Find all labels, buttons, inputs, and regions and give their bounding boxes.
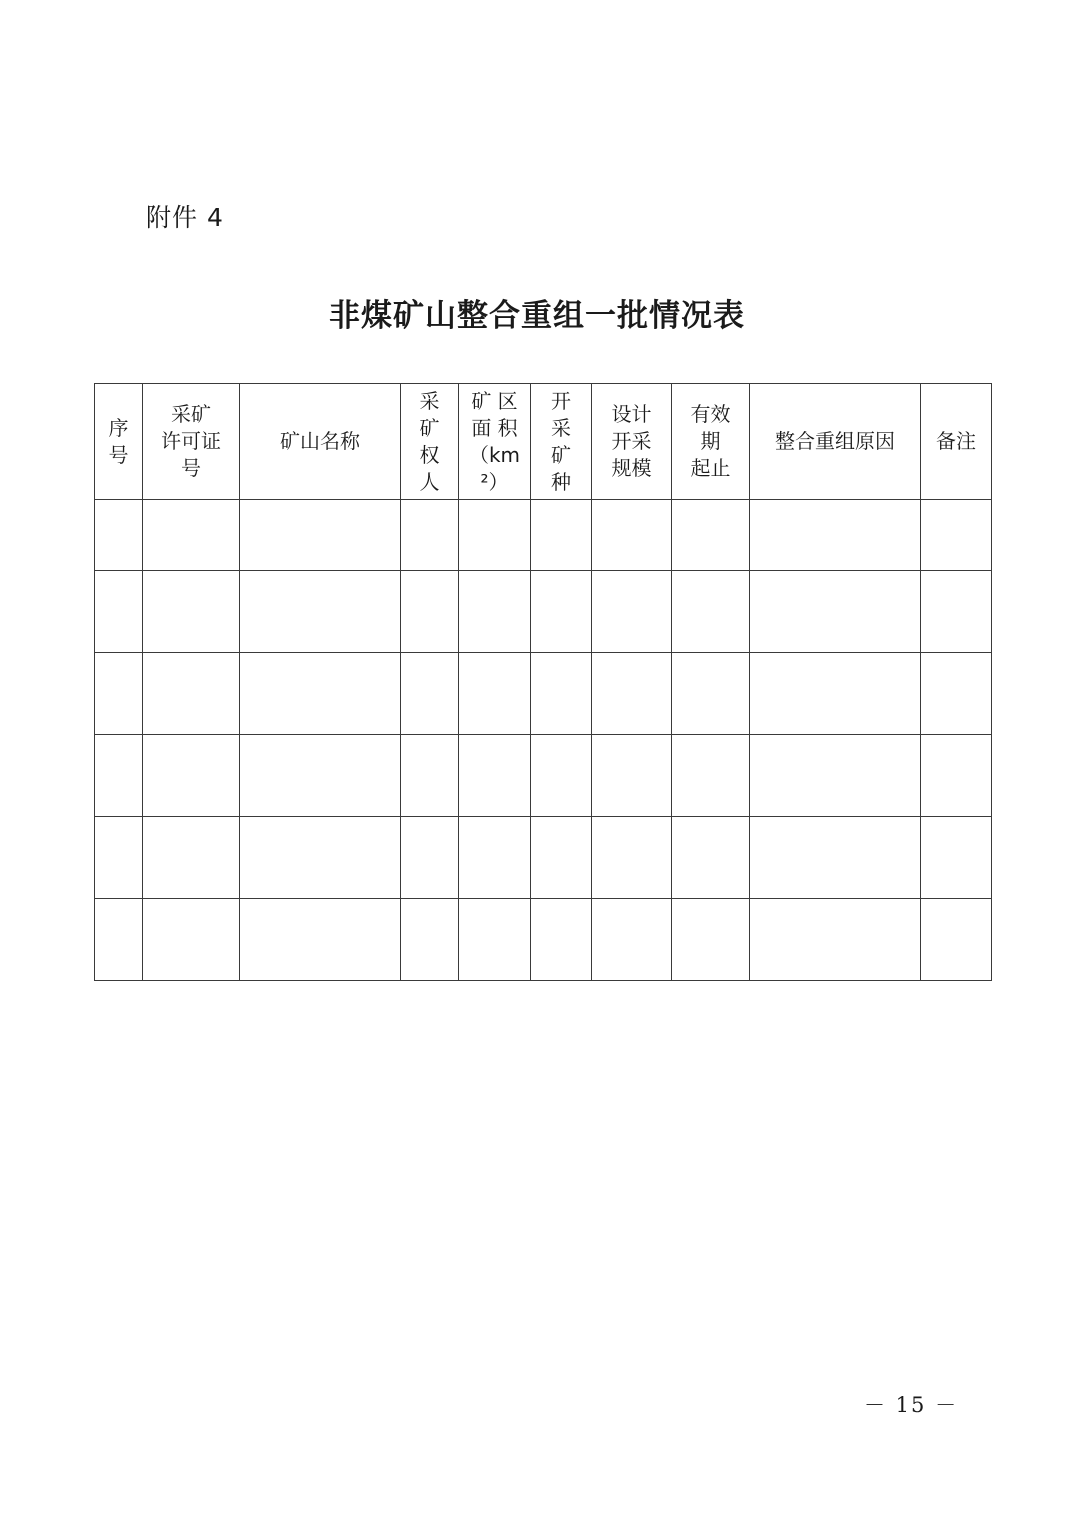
table-cell[interactable] (240, 571, 401, 653)
header-validity (672, 384, 750, 500)
table-cell[interactable] (921, 653, 992, 735)
header-mineral-line: 矿 (551, 442, 571, 467)
header-validity-line: 有效 (690, 402, 731, 426)
table-cell[interactable] (921, 500, 992, 571)
attachment-label: 附件 4 (146, 203, 224, 232)
table-cell[interactable] (240, 735, 401, 817)
table-row (95, 571, 992, 653)
table-cell[interactable] (95, 571, 143, 653)
table-cell[interactable] (750, 500, 921, 571)
table-cell[interactable] (672, 653, 750, 735)
header-remark: 备注 (921, 384, 992, 500)
table-cell[interactable] (95, 500, 143, 571)
header-validity-line: 起止 (690, 456, 731, 480)
table-cell[interactable] (143, 653, 240, 735)
table-cell[interactable] (531, 899, 592, 981)
table-cell[interactable] (401, 500, 459, 571)
header-scale-line: 开采 (611, 429, 652, 453)
table-cell[interactable] (401, 571, 459, 653)
table-cell[interactable] (240, 500, 401, 571)
header-holder-line: 采 (419, 388, 440, 413)
header-area-line: （km (468, 442, 521, 467)
table-cell[interactable] (459, 899, 531, 981)
table-cell[interactable] (401, 899, 459, 981)
table-cell[interactable] (672, 735, 750, 817)
document-title: 非煤矿山整合重组一批情况表 (329, 298, 745, 334)
header-seq-line: 号 (108, 442, 129, 467)
table-row (95, 817, 992, 899)
header-reason: 整合重组原因 (750, 384, 921, 500)
header-area (459, 384, 531, 500)
header-scale-line: 规模 (611, 456, 652, 480)
table-cell[interactable] (750, 735, 921, 817)
header-license (143, 384, 240, 500)
table-cell[interactable] (672, 571, 750, 653)
table-cell[interactable] (240, 653, 401, 735)
table-cell[interactable] (95, 817, 143, 899)
table-cell[interactable] (401, 817, 459, 899)
header-license-line: 采矿 (171, 402, 211, 426)
header-mineral-line: 种 (551, 469, 571, 494)
table-cell[interactable] (143, 735, 240, 817)
table-cell[interactable] (401, 735, 459, 817)
header-area-line: ²） (480, 469, 509, 494)
table-cell[interactable] (459, 817, 531, 899)
table-cell[interactable] (592, 899, 672, 981)
header-mineral (531, 384, 592, 500)
header-scale-line: 设计 (611, 402, 652, 426)
table-cell[interactable] (921, 571, 992, 653)
table-cell[interactable] (95, 653, 143, 735)
table-cell[interactable] (750, 899, 921, 981)
table-row (95, 899, 992, 981)
header-license-line: 号 (181, 456, 201, 480)
header-license-line: 许可证 (161, 429, 221, 453)
table-cell[interactable] (750, 571, 921, 653)
table-cell[interactable] (459, 735, 531, 817)
header-holder (401, 384, 459, 500)
header-holder-line: 权 (419, 442, 440, 467)
table-cell[interactable] (592, 653, 672, 735)
table-cell[interactable] (672, 899, 750, 981)
header-row (95, 384, 992, 500)
table-body (95, 500, 992, 981)
table-cell[interactable] (672, 817, 750, 899)
mine-consolidation-table (94, 383, 992, 981)
table-cell[interactable] (95, 899, 143, 981)
table-cell[interactable] (459, 571, 531, 653)
table-cell[interactable] (95, 735, 143, 817)
table-cell[interactable] (531, 500, 592, 571)
table-cell[interactable] (592, 817, 672, 899)
header-scale (592, 384, 672, 500)
table-cell[interactable] (672, 500, 750, 571)
table-row (95, 653, 992, 735)
header-area-line: 矿 区 (471, 388, 518, 413)
table-cell[interactable] (592, 735, 672, 817)
table-cell[interactable] (531, 571, 592, 653)
header-seq (95, 384, 143, 500)
table-cell[interactable] (143, 817, 240, 899)
table-cell[interactable] (592, 571, 672, 653)
header-mine-name: 矿山名称 (240, 384, 401, 500)
table-cell[interactable] (143, 899, 240, 981)
table-cell[interactable] (143, 571, 240, 653)
table-cell[interactable] (459, 653, 531, 735)
table-cell[interactable] (240, 817, 401, 899)
header-holder-line: 人 (419, 469, 440, 494)
table-cell[interactable] (459, 500, 531, 571)
header-seq-line: 序 (108, 415, 129, 440)
header-area-line: 面 积 (471, 415, 518, 440)
table-cell[interactable] (921, 817, 992, 899)
header-holder-line: 矿 (419, 415, 440, 440)
table-cell[interactable] (531, 817, 592, 899)
table-cell[interactable] (143, 500, 240, 571)
table-cell[interactable] (240, 899, 401, 981)
table-cell[interactable] (921, 735, 992, 817)
table-row (95, 735, 992, 817)
header-mineral-line: 采 (551, 415, 571, 440)
table-cell[interactable] (750, 653, 921, 735)
table-cell[interactable] (531, 735, 592, 817)
page-number: － 15 － (864, 1393, 959, 1417)
table-cell[interactable] (592, 500, 672, 571)
header-mineral-line: 开 (551, 388, 571, 413)
table-cell[interactable] (921, 899, 992, 981)
table-row (95, 500, 992, 571)
table-cell[interactable] (750, 817, 921, 899)
header-validity-line: 期 (700, 429, 721, 453)
table-cell[interactable] (531, 653, 592, 735)
table-cell[interactable] (401, 653, 459, 735)
